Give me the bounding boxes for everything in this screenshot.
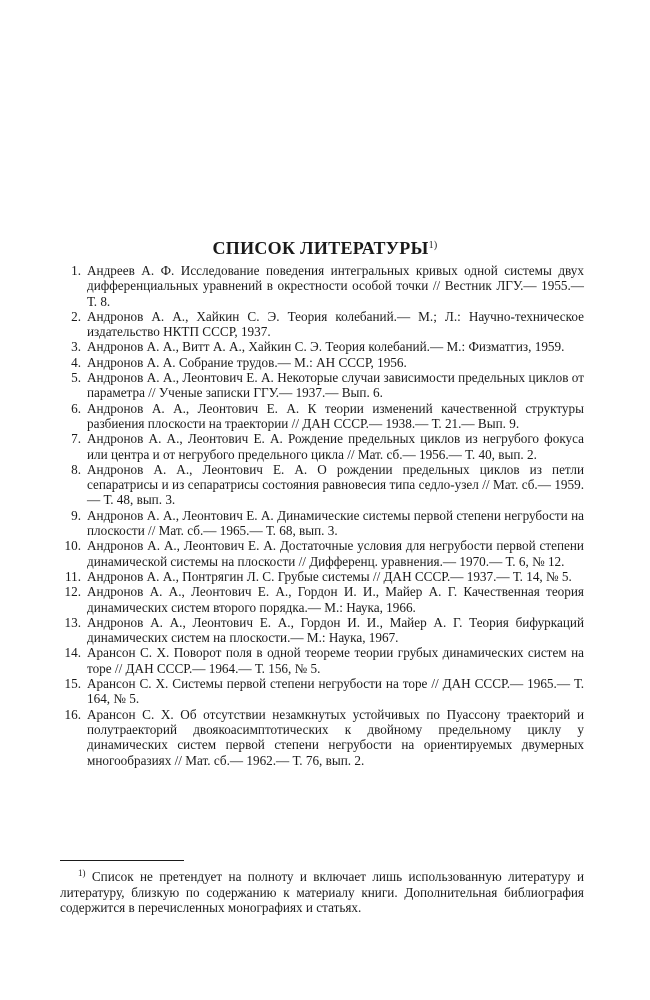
reference-number: 6. [71,400,81,416]
reference-text: Андронов А. А., Леонтович Е. А. Рождение предельных циклов из негрубого фокуса или центра и от негрубого предельного цикла // Мат. сб.— 1956.— Т. 40, вып. 2. [87,431,584,462]
reference-item [60,309,584,340]
reference-text: Андронов А. А., Понтрягин Л. С. Грубые системы // ДАН СССР.— 1937.— Т. 14, № 5. [87,568,572,584]
reference-number: 10. [64,538,81,554]
reference-number: 7. [71,431,81,447]
reference-text: Андронов А. А., Леонтович Е. А. Достаточные условия для негрубости первой степени динамической системы на плоскости // Дифференц. уравнения.— 1970.— Т. 6, № 12. [87,538,584,569]
reference-list [60,263,584,768]
reference-item [60,339,584,354]
footnote-mark: 1) [78,868,86,878]
reference-text: Андронов А. А. Собрание трудов.— М.: АН СССР, 1956. [87,354,407,370]
title-text: СПИСОК ЛИТЕРАТУРЫ [212,238,429,259]
reference-text: Арансон С. Х. Об отсутствии незамкнутых устойчивых по Пуассону траекторий и полутраекторий двоякоасимптотических к двойному предельному циклу у динамических систем первой степени негрубости на ориентируемых двумерных многообразиях // Мат. сб.— 1962.— Т. 76, вып. 2. [87,706,584,768]
reference-text: Андреев А. Ф. Исследование поведения интегральных кривых одной системы двух дифференциальных уравнений в окрестности особой точки // Вестник ЛГУ.— 1955.— Т. 8. [87,263,584,309]
reference-text: Арансон С. Х. Поворот поля в одной теореме теории грубых динамических систем на торе // ДАН СССР.— 1964.— Т. 156, № 5. [87,645,584,676]
reference-text: Андронов А. А., Хайкин С. Э. Теория колебаний.— М.; Л.: Научно-техническое издательство НКТП СССР, 1937. [87,308,584,340]
reference-item [60,508,584,539]
reference-text: Арансон С. Х. Системы первой степени негрубости на торе // ДАН СССР.— 1965.— Т. 164, № 5. [87,676,584,707]
reference-text: Андронов А. А., Леонтович Е. А. Некоторые случаи зависимости предельных циклов от параметра // Ученые записки ГГУ.— 1937.— Вып. 6. [87,370,584,401]
footnote [60,866,584,916]
reference-item [60,355,584,370]
page-title [0,238,650,259]
reference-text: Андронов А. А., Леонтович Е. А. К теории изменений качественной структуры разбиения плоскости на траектории // ДАН СССР.— 1938.— Т. 21.— Вып. 9. [87,400,584,431]
footnote-divider [60,860,184,861]
reference-number: 16. [64,706,81,722]
reference-text: Андронов А. А., Леонтович Е. А., Гордон И. И., Майер А. Г. Теория бифуркаций динамических систем на плоскости.— М.: Наука, 1967. [87,614,584,646]
reference-text: Андронов А. А., Леонтович Е. А. Динамические системы первой степени негрубости на плоскости // Мат. сб.— 1965.— Т. 68, вып. 3. [87,507,584,539]
reference-item [60,676,584,707]
reference-item [60,569,584,584]
reference-item [60,370,584,401]
reference-number: 1. [71,263,81,278]
reference-item [60,401,584,432]
reference-number: 14. [64,645,81,661]
reference-number: 15. [64,676,81,692]
reference-item [60,615,584,646]
reference-number: 9. [71,507,81,523]
reference-number: 13. [64,614,81,630]
title-footnote-mark: 1) [428,240,438,252]
reference-item [60,707,584,768]
reference-number: 2. [71,308,81,324]
reference-item [60,462,584,508]
reference-number: 5. [71,370,81,386]
reference-number: 8. [71,461,81,477]
reference-item [60,645,584,676]
footnote-text: Список не претендует на полноту и включает лишь использованную литературу и литературу, близкую по содержанию к материалу книги. Дополнительная библиография содержится в перечисленных монографиях и статьях. [60,869,584,915]
reference-text: Андронов А. А., Леонтович Е. А., Гордон И. И., Майер А. Г. Качественная теория динамических систем второго порядка.— М.: Наука, 1966. [87,584,584,615]
reference-item [60,538,584,569]
reference-number: 3. [71,339,81,355]
reference-text: Андронов А. А., Леонтович Е. А. О рождении предельных циклов из петли сепаратрисы и из сепаратрисы состояния равновесия типа седло-узел // Мат. сб.— 1959.— Т. 48, вып. 3. [87,461,584,508]
reference-text: Андронов А. А., Витт А. А., Хайкин С. Э. Теория колебаний.— М.: Физматгиз, 1959. [87,339,565,355]
reference-number: 11. [65,568,81,584]
reference-item [60,584,584,615]
reference-item [60,263,584,309]
reference-number: 4. [71,354,81,370]
reference-number: 12. [64,584,81,600]
reference-item [60,431,584,462]
